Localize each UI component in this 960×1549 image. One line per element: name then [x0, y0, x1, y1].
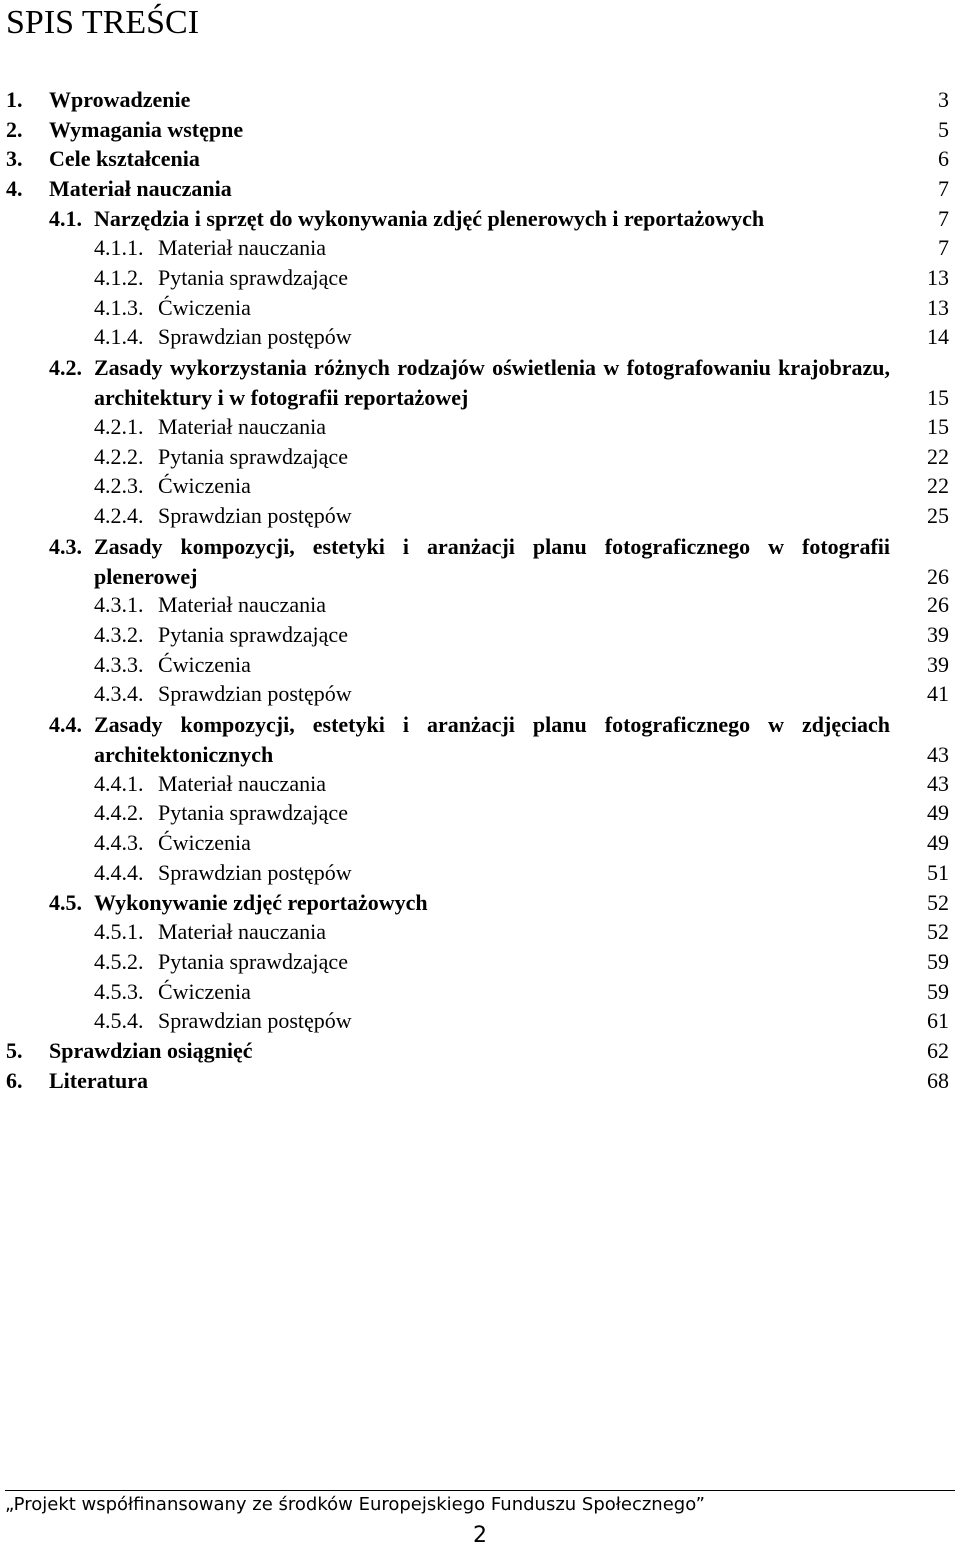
- toc-entry-number: 4.2.2.: [94, 444, 144, 469]
- toc-entry-page: 52: [927, 890, 949, 915]
- toc-entry-number: 4.2.: [49, 355, 82, 380]
- toc-entry-page: 13: [927, 265, 949, 290]
- toc-entry-page: 49: [927, 800, 949, 825]
- toc-entry-number: 4.5.2.: [94, 949, 144, 974]
- toc-entry-page: 22: [927, 444, 949, 469]
- toc-entry-title: Ćwiczenia: [158, 652, 251, 677]
- toc-entry-number: 4.2.1.: [94, 414, 144, 439]
- toc-entry-number: 4.3.: [49, 534, 82, 559]
- toc-entry-title: Zasady kompozycji, estetyki i aranżacji planu fotograficznego w zdjęciach architektonicznych: [94, 712, 890, 767]
- toc-entry-page: 7: [938, 235, 949, 260]
- toc-entry-title: Wykonywanie zdjęć reportażowych: [94, 890, 428, 915]
- toc-entry-number: 4.4.3.: [94, 830, 144, 855]
- toc-entry-title: Wymagania wstępne: [49, 117, 244, 142]
- toc-entry-page: 7: [938, 206, 949, 231]
- toc-entry-page: 26: [927, 564, 949, 589]
- toc-entry-title: Materiał nauczania: [158, 592, 326, 617]
- toc-entry-title: Materiał nauczania: [49, 176, 232, 201]
- toc-entry-title: Zasady kompozycji, estetyki i aranżacji planu fotograficznego w fotografii plenerowej: [94, 534, 890, 589]
- toc-entry-title: Pytania sprawdzające: [158, 622, 348, 647]
- toc-entry-title: Ćwiczenia: [158, 473, 251, 498]
- toc-entry-title: Wprowadzenie: [49, 87, 191, 112]
- toc-entry-page: 39: [927, 652, 949, 677]
- toc-entry-number: 4.5.: [49, 890, 82, 915]
- toc-entry-page: 25: [927, 503, 949, 528]
- toc-entry-number: 2.: [6, 117, 23, 142]
- toc-entry-title: Narzędzia i sprzęt do wykonywania zdjęć plenerowych i reportażowych: [94, 206, 765, 231]
- toc-entry-page: 3: [938, 87, 949, 112]
- toc-entry-number: 4.1.: [49, 206, 82, 231]
- toc-entry-number: 4.3.3.: [94, 652, 144, 677]
- toc-entry-page: 52: [927, 919, 949, 944]
- toc-entry-page: 39: [927, 622, 949, 647]
- toc-entry-page: 7: [938, 176, 949, 201]
- toc-entry-number: 4.4.4.: [94, 860, 144, 885]
- toc-entry-page: 49: [927, 830, 949, 855]
- toc-entry-page: 59: [927, 949, 949, 974]
- toc-entry-page: 14: [927, 324, 949, 349]
- toc-entry-number: 4.4.: [49, 712, 82, 737]
- toc-entry-page: 61: [927, 1008, 949, 1033]
- toc-entry-number: 4.5.1.: [94, 919, 144, 944]
- toc-entry-number: 4.3.1.: [94, 592, 144, 617]
- toc-entry-title: Cele kształcenia: [49, 146, 200, 171]
- toc-entry-number: 4.3.4.: [94, 681, 144, 706]
- toc-entry-number: 4.4.2.: [94, 800, 144, 825]
- toc-entry-page: 22: [927, 473, 949, 498]
- footer-divider: [5, 1490, 955, 1491]
- toc-entry-number: 4.: [6, 176, 23, 201]
- toc-entry-page: 26: [927, 592, 949, 617]
- toc-entry-title: Materiał nauczania: [158, 235, 326, 260]
- toc-entry-title: Materiał nauczania: [158, 919, 326, 944]
- toc-entry-number: 4.2.3.: [94, 473, 144, 498]
- toc-entry-number: 6.: [6, 1068, 23, 1093]
- toc-entry-page: 5: [938, 117, 949, 142]
- toc-entry-page: 41: [927, 681, 949, 706]
- toc-entry-page: 51: [927, 860, 949, 885]
- toc-entry-number: 4.3.2.: [94, 622, 144, 647]
- toc-entry-number: 4.1.2.: [94, 265, 144, 290]
- page-title: SPIS TREŚCI: [6, 4, 200, 41]
- toc-entry-title: Sprawdzian postępów: [158, 324, 352, 349]
- toc-entry-number: 3.: [6, 146, 23, 171]
- toc-entry-title: Ćwiczenia: [158, 830, 251, 855]
- toc-entry-title: Materiał nauczania: [158, 771, 326, 796]
- toc-entry-number: 4.2.4.: [94, 503, 144, 528]
- toc-entry-page: 62: [927, 1038, 949, 1063]
- toc-entry-title: Ćwiczenia: [158, 979, 251, 1004]
- toc-entry-page: 15: [927, 385, 949, 410]
- toc-entry-page: 43: [927, 742, 949, 767]
- page-number: 2: [473, 1523, 487, 1548]
- toc-entry-title: Pytania sprawdzające: [158, 800, 348, 825]
- toc-entry-title: Pytania sprawdzające: [158, 444, 348, 469]
- toc-entry-page: 15: [927, 414, 949, 439]
- toc-entry-title: Literatura: [49, 1068, 148, 1093]
- toc-entry-title: Sprawdzian postępów: [158, 681, 352, 706]
- toc-entry-page: 68: [927, 1068, 949, 1093]
- toc-entry-page: 43: [927, 771, 949, 796]
- toc-entry-number: 4.1.1.: [94, 235, 144, 260]
- footer-funding-note: „Projekt współfinansowany ze środków Europejskiego Funduszu Społecznego”: [5, 1494, 705, 1515]
- toc-entry-number: 1.: [6, 87, 23, 112]
- toc-entry-title: Sprawdzian postępów: [158, 1008, 352, 1033]
- toc-entry-title: Materiał nauczania: [158, 414, 326, 439]
- toc-entry-number: 4.1.3.: [94, 295, 144, 320]
- toc-entry-number: 4.1.4.: [94, 324, 144, 349]
- toc-entry-title: Zasady wykorzystania różnych rodzajów oświetlenia w fotografowaniu krajobrazu, architektury i w fotografii reportażowej: [94, 355, 890, 410]
- toc-entry-number: 5.: [6, 1038, 23, 1063]
- toc-entry-page: 6: [938, 146, 949, 171]
- toc-entry-title: Pytania sprawdzające: [158, 949, 348, 974]
- toc-entry-number: 4.4.1.: [94, 771, 144, 796]
- toc-entry-title: Sprawdzian osiągnięć: [49, 1038, 253, 1063]
- toc-entry-title: Ćwiczenia: [158, 295, 251, 320]
- toc-entry-number: 4.5.4.: [94, 1008, 144, 1033]
- toc-entry-page: 59: [927, 979, 949, 1004]
- toc-entry-page: 13: [927, 295, 949, 320]
- toc-entry-title: Sprawdzian postępów: [158, 860, 352, 885]
- toc-entry-title: Pytania sprawdzające: [158, 265, 348, 290]
- toc-entry-title: Sprawdzian postępów: [158, 503, 352, 528]
- toc-entry-number: 4.5.3.: [94, 979, 144, 1004]
